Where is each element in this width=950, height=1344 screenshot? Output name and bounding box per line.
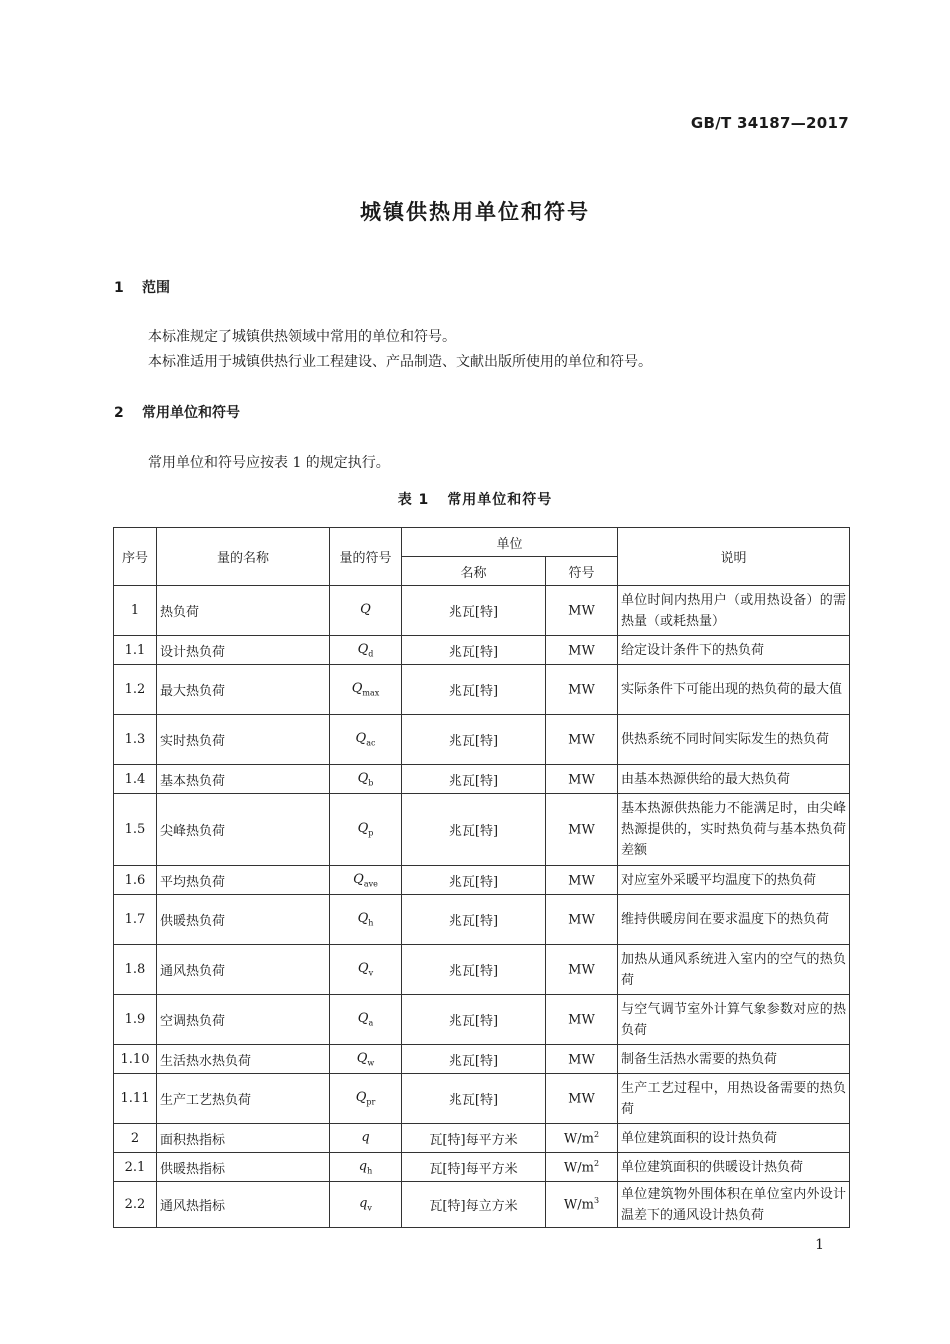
section-title: 范围 — [142, 280, 170, 296]
table-row — [114, 895, 850, 945]
cell-seq: 1 — [114, 586, 157, 636]
unit-symbol-text: MW — [568, 772, 595, 788]
cell-seq: 1.7 — [114, 895, 157, 945]
symbol-letter: Q — [357, 1011, 369, 1027]
cell-description: 维持供暖房间在要求温度下的热负荷 — [618, 895, 850, 945]
cell-quantity-symbol — [330, 794, 402, 866]
cell-description: 单位时间内热用户（或用热设备）的需热量（或耗热量） — [618, 586, 850, 636]
cell-seq: 2.1 — [114, 1153, 157, 1182]
cell-unit-symbol — [546, 995, 618, 1045]
cell-unit-name: 兆瓦[特] — [402, 1045, 546, 1074]
symbol-subscript: v — [367, 1203, 372, 1213]
table-row — [114, 1153, 850, 1182]
unit-symbol-text: MW — [568, 603, 595, 619]
unit-symbol-text: MW — [568, 643, 595, 659]
cell-unit-symbol — [546, 665, 618, 715]
section-number: 2 — [114, 405, 124, 421]
cell-unit-symbol — [546, 866, 618, 895]
cell-unit-symbol — [546, 1153, 618, 1182]
page-number: 1 — [815, 1237, 824, 1253]
document-title: 城镇供热用单位和符号 — [360, 200, 590, 224]
cell-unit-name: 兆瓦[特] — [402, 895, 546, 945]
cell-quantity-name: 最大热负荷 — [157, 665, 330, 715]
table-body — [114, 586, 850, 1228]
table-row — [114, 665, 850, 715]
symbol-letter: Q — [357, 821, 369, 837]
unit-symbol-exponent: 2 — [594, 1129, 600, 1139]
symbol-subscript: ac — [366, 738, 376, 748]
header-unit-symbol: 符号 — [546, 557, 618, 586]
cell-description: 生产工艺过程中，用热设备需要的热负荷 — [618, 1074, 850, 1124]
unit-symbol-text: MW — [568, 962, 595, 978]
cell-description: 由基本热源供给的最大热负荷 — [618, 765, 850, 794]
table-row — [114, 1074, 850, 1124]
unit-symbol-text: MW — [568, 822, 595, 838]
table-row — [114, 1124, 850, 1153]
table-row — [114, 765, 850, 794]
cell-quantity-name: 平均热负荷 — [157, 866, 330, 895]
header-quantity-symbol: 量的符号 — [330, 528, 402, 586]
cell-unit-name: 兆瓦[特] — [402, 665, 546, 715]
cell-unit-symbol — [546, 636, 618, 665]
table-row — [114, 945, 850, 995]
cell-description: 实际条件下可能出现的热负荷的最大值 — [618, 665, 850, 715]
table-row — [114, 1182, 850, 1228]
cell-quantity-symbol — [330, 895, 402, 945]
cell-quantity-name: 通风热负荷 — [157, 945, 330, 995]
cell-seq: 2 — [114, 1124, 157, 1153]
symbol-letter: Q — [357, 961, 369, 977]
cell-unit-symbol — [546, 1124, 618, 1153]
cell-seq: 1.1 — [114, 636, 157, 665]
table-row — [114, 636, 850, 665]
symbol-subscript: w — [367, 1058, 375, 1068]
table-row — [114, 586, 850, 636]
cell-seq: 1.11 — [114, 1074, 157, 1124]
unit-symbol-text: MW — [568, 873, 595, 889]
symbol-subscript: max — [362, 688, 380, 698]
symbol-letter: q — [358, 1158, 368, 1174]
symbol-letter: Q — [357, 770, 369, 786]
header-seq: 序号 — [114, 528, 157, 586]
symbol-letter: Q — [357, 641, 369, 657]
unit-symbol-text: MW — [568, 912, 595, 928]
table-row — [114, 1045, 850, 1074]
cell-seq: 1.4 — [114, 765, 157, 794]
symbol-letter: Q — [355, 731, 367, 747]
cell-unit-symbol — [546, 715, 618, 765]
cell-unit-name: 兆瓦[特] — [402, 715, 546, 765]
cell-unit-name: 兆瓦[特] — [402, 765, 546, 794]
section-number: 1 — [114, 280, 124, 296]
header-unit: 单位 — [402, 528, 618, 557]
cell-quantity-symbol — [330, 1153, 402, 1182]
cell-seq: 1.5 — [114, 794, 157, 866]
cell-unit-name: 兆瓦[特] — [402, 586, 546, 636]
cell-seq: 2.2 — [114, 1182, 157, 1228]
symbol-subscript: h — [368, 918, 374, 928]
cell-description: 单位建筑面积的供暖设计热负荷 — [618, 1153, 850, 1182]
symbol-letter: q — [361, 1129, 370, 1145]
cell-unit-symbol — [546, 765, 618, 794]
cell-unit-symbol — [546, 1045, 618, 1074]
symbol-subscript: h — [367, 1166, 373, 1176]
paragraph: 本标准适用于城镇供热行业工程建设、产品制造、文献出版所使用的单位和符号。 — [148, 354, 652, 370]
unit-symbol-text: W/m — [563, 1131, 594, 1147]
cell-quantity-name: 通风热指标 — [157, 1182, 330, 1228]
header-unit-name: 名称 — [402, 557, 546, 586]
cell-unit-name: 兆瓦[特] — [402, 794, 546, 866]
cell-unit-symbol — [546, 586, 618, 636]
cell-seq: 1.6 — [114, 866, 157, 895]
cell-unit-name: 兆瓦[特] — [402, 995, 546, 1045]
cell-quantity-name: 面积热指标 — [157, 1124, 330, 1153]
table-row — [114, 794, 850, 866]
cell-unit-name: 兆瓦[特] — [402, 945, 546, 995]
cell-quantity-name: 基本热负荷 — [157, 765, 330, 794]
cell-unit-name: 兆瓦[特] — [402, 636, 546, 665]
cell-description: 制备生活热水需要的热负荷 — [618, 1045, 850, 1074]
table-caption — [0, 489, 950, 509]
unit-symbol-text: MW — [568, 1091, 595, 1107]
cell-seq: 1.2 — [114, 665, 157, 715]
cell-unit-name: 兆瓦[特] — [402, 1074, 546, 1124]
symbol-letter: Q — [356, 1050, 368, 1066]
cell-description: 单位建筑面积的设计热负荷 — [618, 1124, 850, 1153]
symbol-subscript: pr — [366, 1097, 376, 1107]
symbol-letter: Q — [351, 681, 363, 697]
header-description: 说明 — [618, 528, 850, 586]
symbol-letter: Q — [353, 871, 364, 887]
cell-description: 与空气调节室外计算气象参数对应的热负荷 — [618, 995, 850, 1045]
unit-symbol-text: MW — [568, 682, 595, 698]
header-quantity-name: 量的名称 — [157, 528, 330, 586]
cell-unit-name: 瓦[特]每立方米 — [402, 1182, 546, 1228]
cell-quantity-name: 供暖热指标 — [157, 1153, 330, 1182]
symbol-subscript: p — [368, 828, 374, 838]
cell-quantity-name: 尖峰热负荷 — [157, 794, 330, 866]
table-row — [114, 995, 850, 1045]
table-caption-label: 表 1 — [397, 492, 430, 508]
cell-unit-name: 瓦[特]每平方米 — [402, 1153, 546, 1182]
symbol-subscript: a — [368, 1018, 374, 1028]
table-row — [114, 715, 850, 765]
section-1-heading — [114, 277, 170, 297]
symbol-letter: Q — [360, 602, 371, 618]
cell-quantity-symbol — [330, 765, 402, 794]
cell-quantity-symbol — [330, 866, 402, 895]
cell-quantity-symbol — [330, 636, 402, 665]
unit-symbol-exponent: 2 — [594, 1158, 600, 1168]
cell-description: 单位建筑物外围体积在单位室内外设计温差下的通风设计热负荷 — [618, 1182, 850, 1228]
cell-quantity-symbol — [330, 586, 402, 636]
cell-quantity-symbol — [330, 945, 402, 995]
symbol-letter: q — [359, 1196, 368, 1212]
unit-symbol-text: MW — [568, 1052, 595, 1068]
cell-unit-symbol — [546, 1074, 618, 1124]
symbol-subscript: b — [368, 778, 374, 788]
cell-quantity-name: 生活热水热负荷 — [157, 1045, 330, 1074]
symbol-letter: Q — [355, 1090, 367, 1106]
cell-quantity-symbol — [330, 1074, 402, 1124]
cell-unit-symbol — [546, 1182, 618, 1228]
section-2-heading — [114, 402, 240, 422]
symbol-subscript: d — [368, 649, 374, 659]
cell-quantity-symbol — [330, 995, 402, 1045]
cell-quantity-symbol — [330, 715, 402, 765]
cell-quantity-name: 空调热负荷 — [157, 995, 330, 1045]
unit-symbol-text: W/m — [563, 1160, 594, 1176]
unit-symbol-text: MW — [568, 732, 595, 748]
cell-description: 基本热源供热能力不能满足时，由尖峰热源提供的，实时热负荷与基本热负荷差额 — [618, 794, 850, 866]
cell-unit-symbol — [546, 794, 618, 866]
cell-description: 加热从通风系统进入室内的空气的热负荷 — [618, 945, 850, 995]
cell-unit-symbol — [546, 945, 618, 995]
cell-unit-name: 瓦[特]每平方米 — [402, 1124, 546, 1153]
cell-quantity-symbol — [330, 1124, 402, 1153]
standard-code: GB/T 34187—2017 — [690, 114, 849, 132]
cell-quantity-symbol — [330, 1182, 402, 1228]
unit-symbol-text: W/m — [563, 1197, 594, 1213]
cell-description: 给定设计条件下的热负荷 — [618, 636, 850, 665]
cell-unit-name: 兆瓦[特] — [402, 866, 546, 895]
cell-unit-symbol — [546, 895, 618, 945]
paragraph: 本标准规定了城镇供热领域中常用的单位和符号。 — [148, 329, 456, 345]
units-table — [113, 527, 850, 1228]
paragraph: 常用单位和符号应按表 1 的规定执行。 — [148, 455, 390, 471]
symbol-subscript: ave — [363, 879, 378, 889]
cell-quantity-name: 设计热负荷 — [157, 636, 330, 665]
cell-seq: 1.9 — [114, 995, 157, 1045]
table-caption-title: 常用单位和符号 — [447, 492, 553, 508]
cell-description: 对应室外采暖平均温度下的热负荷 — [618, 866, 850, 895]
unit-symbol-exponent: 3 — [594, 1196, 600, 1206]
cell-quantity-symbol — [330, 1045, 402, 1074]
cell-quantity-name: 实时热负荷 — [157, 715, 330, 765]
symbol-subscript: v — [368, 968, 374, 978]
symbol-letter: Q — [357, 911, 369, 927]
unit-symbol-text: MW — [568, 1012, 595, 1028]
cell-quantity-name: 生产工艺热负荷 — [157, 1074, 330, 1124]
cell-description: 供热系统不同时间实际发生的热负荷 — [618, 715, 850, 765]
cell-quantity-name: 热负荷 — [157, 586, 330, 636]
cell-seq: 1.8 — [114, 945, 157, 995]
cell-seq: 1.10 — [114, 1045, 157, 1074]
cell-quantity-symbol — [330, 665, 402, 715]
cell-seq: 1.3 — [114, 715, 157, 765]
section-title: 常用单位和符号 — [142, 405, 240, 421]
cell-quantity-name: 供暖热负荷 — [157, 895, 330, 945]
table-row — [114, 866, 850, 895]
